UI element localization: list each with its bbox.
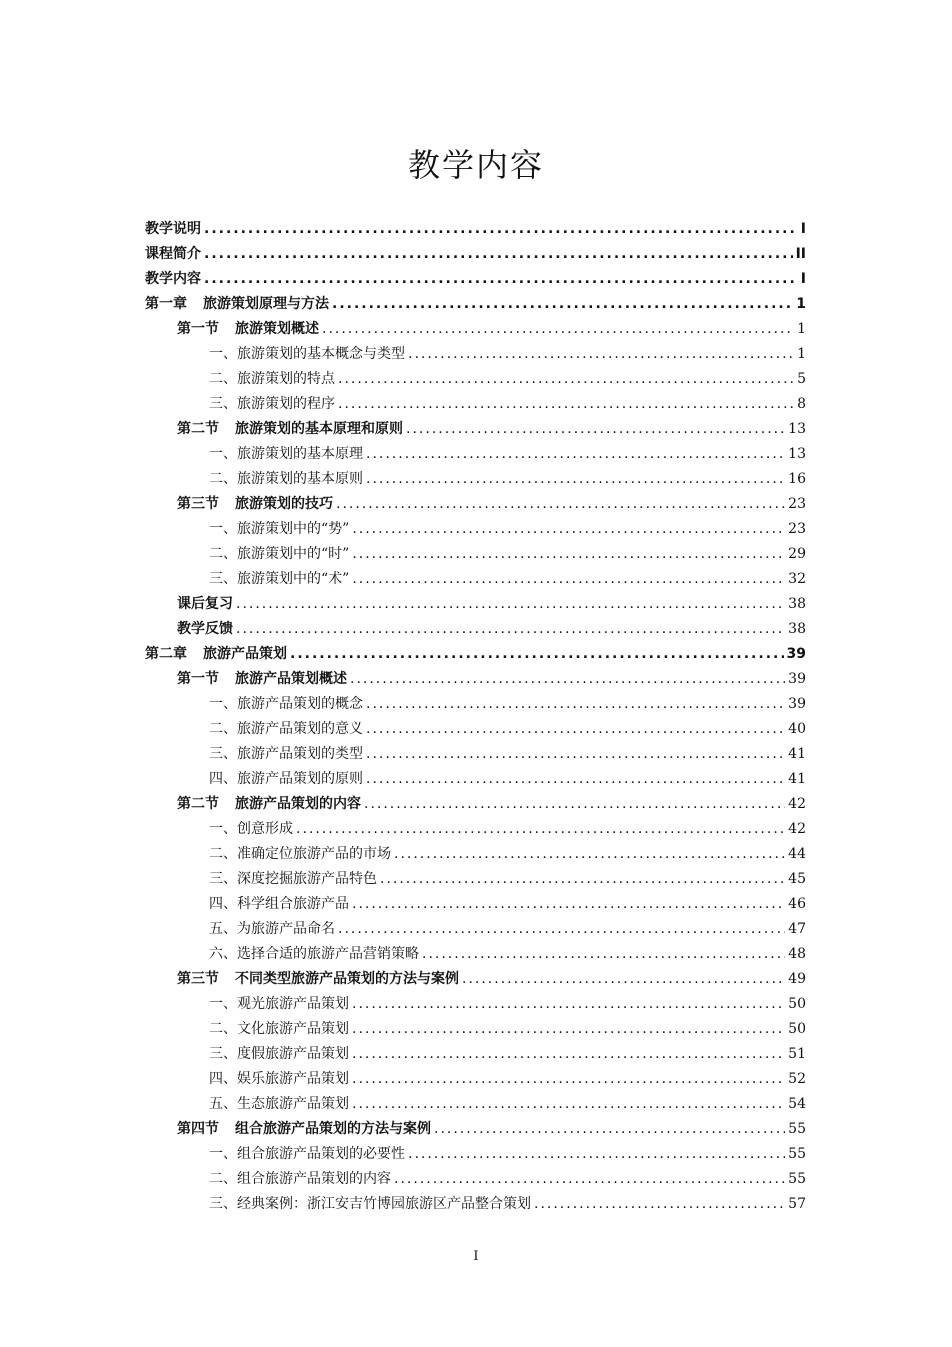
- toc-entry-label: [145, 294, 329, 314]
- toc-entry-page: 50: [788, 1021, 806, 1037]
- toc-entry-text: 二、旅游策划的基本原则: [209, 471, 363, 487]
- toc-entry-text: 二、文化旅游产品策划: [209, 1021, 349, 1037]
- toc-entry[interactable]: [209, 740, 806, 764]
- toc-entry[interactable]: [209, 1140, 806, 1164]
- toc-entry-label: [209, 1044, 349, 1064]
- toc-entry-label: [177, 319, 319, 339]
- toc-entry-label: [177, 419, 403, 439]
- toc-entry[interactable]: [145, 215, 806, 239]
- toc-entry-page: 29: [788, 546, 806, 562]
- toc-entry-text: 一、旅游策划的基本原理: [209, 446, 363, 462]
- toc-entry[interactable]: [177, 790, 806, 814]
- toc-entry-page: 1: [796, 296, 806, 312]
- toc-entry-page: 55: [788, 1146, 806, 1162]
- toc-dot-leader: [338, 394, 794, 414]
- toc-dot-leader: [352, 1069, 785, 1089]
- toc-entry-page: 38: [788, 596, 806, 612]
- toc-entry-text: 三、度假旅游产品策划: [209, 1046, 349, 1062]
- toc-entry[interactable]: [209, 940, 806, 964]
- toc-entry-page: 50: [788, 996, 806, 1012]
- toc-entry-text: 一、观光旅游产品策划: [209, 996, 349, 1012]
- toc-dot-leader: [352, 544, 785, 564]
- toc-entry[interactable]: [209, 765, 806, 789]
- toc-entry-text: 六、选择合适的旅游产品营销策略: [209, 946, 419, 962]
- toc-entry-text: 二、组合旅游产品策划的内容: [209, 1171, 391, 1187]
- toc-entry-page: 57: [788, 1196, 806, 1212]
- toc-entry[interactable]: [209, 1190, 806, 1214]
- toc-entry-page: 32: [788, 571, 806, 587]
- toc-entry-label: [209, 544, 349, 564]
- toc-dot-leader: [236, 594, 785, 614]
- toc-dot-leader: [296, 819, 785, 839]
- toc-dot-leader: [366, 469, 785, 489]
- toc-entry-label: [209, 369, 335, 389]
- toc-entry-page: 5: [797, 371, 806, 387]
- toc-entry[interactable]: [209, 990, 806, 1014]
- toc-entry[interactable]: [145, 240, 806, 264]
- toc-dot-leader: [352, 894, 785, 914]
- toc-entry-text: 五、生态旅游产品策划: [209, 1096, 349, 1112]
- toc-entry-label: [209, 1069, 349, 1089]
- toc-entry[interactable]: [209, 1015, 806, 1039]
- toc-entry-label: [209, 569, 349, 589]
- toc-entry-label: [209, 1169, 391, 1189]
- toc-entry[interactable]: [177, 415, 806, 439]
- page-title: 教学内容: [407, 146, 544, 184]
- toc-entry-text: 一、旅游策划的基本概念与类型: [209, 346, 405, 362]
- toc-entry-number: 第一节: [177, 321, 219, 337]
- toc-entry-page: 38: [788, 621, 806, 637]
- toc-entry-label: [209, 694, 363, 714]
- toc-entry-label: [209, 519, 349, 539]
- toc-entry-label: [177, 594, 233, 614]
- toc-dot-leader: [366, 769, 785, 789]
- toc-entry-page: 39: [788, 696, 806, 712]
- toc-entry-text: 二、旅游策划中的“时”: [209, 546, 350, 562]
- toc-entry-label: [209, 894, 349, 914]
- toc-entry-number: 第二节: [177, 421, 219, 437]
- toc-entry-label: [209, 844, 391, 864]
- toc-entry-number: 第二章: [145, 646, 187, 662]
- toc-dot-leader: [534, 1194, 785, 1214]
- toc-entry-page: 48: [788, 946, 806, 962]
- toc-dot-leader: [408, 344, 794, 364]
- toc-entry-page: 52: [788, 1071, 806, 1087]
- toc-entry-page: 42: [788, 796, 806, 812]
- toc-entry-text: 旅游产品策划的内容: [235, 796, 361, 812]
- toc-entry-text: 旅游产品策划: [203, 646, 287, 662]
- toc-dot-leader: [352, 569, 785, 589]
- toc-entry[interactable]: [145, 290, 806, 314]
- toc-dot-leader: [406, 419, 785, 439]
- toc-entry-page: I: [800, 271, 806, 287]
- toc-entry[interactable]: [209, 890, 806, 914]
- toc-dot-leader: [394, 1169, 785, 1189]
- toc-entry-label: [145, 219, 201, 239]
- toc-dot-leader: [290, 644, 784, 664]
- toc-dot-leader: [408, 1144, 785, 1164]
- toc-entry-label: [209, 1094, 349, 1114]
- toc-dot-leader: [434, 1119, 785, 1139]
- toc-entry-page: 39: [788, 671, 806, 687]
- toc-entry-page: 42: [788, 821, 806, 837]
- toc-dot-leader: [352, 1044, 785, 1064]
- toc-entry-number: 第一节: [177, 671, 219, 687]
- toc-entry[interactable]: [145, 640, 806, 664]
- toc-entry-label: [209, 744, 363, 764]
- toc-entry-label: [209, 994, 349, 1014]
- toc-entry[interactable]: [209, 565, 806, 589]
- toc-entry[interactable]: [209, 865, 806, 889]
- toc-entry-label: [177, 669, 347, 689]
- toc-entry[interactable]: [209, 1090, 806, 1114]
- toc-entry-page: 1: [797, 346, 806, 362]
- toc-entry-page: 39: [786, 646, 806, 662]
- toc-entry-page: I: [800, 221, 806, 237]
- toc-entry-page: 55: [788, 1171, 806, 1187]
- toc-entry-text: 五、为旅游产品命名: [209, 921, 335, 937]
- toc-entry-label: [145, 244, 201, 264]
- toc-entry-page: 8: [797, 396, 806, 412]
- toc-entry-page: 41: [788, 746, 806, 762]
- toc-entry-label: [177, 494, 333, 514]
- toc-entry[interactable]: [209, 1165, 806, 1189]
- toc-entry-label: [209, 1144, 405, 1164]
- toc-entry-label: [209, 919, 335, 939]
- toc-entry[interactable]: [145, 265, 806, 289]
- toc-entry-text: 三、旅游策划的程序: [209, 396, 335, 412]
- toc-dot-leader: [338, 369, 794, 389]
- toc-entry-text: 三、经典案例：浙江安吉竹博园旅游区产品整合策划: [209, 1196, 531, 1212]
- toc-entry[interactable]: [209, 340, 806, 364]
- toc-dot-leader: [394, 844, 785, 864]
- toc-entry-number: 第四节: [177, 1121, 219, 1137]
- page-number-footer: I: [473, 1249, 479, 1264]
- toc-entry-label: [177, 794, 361, 814]
- toc-entry-text: 教学内容: [145, 271, 201, 287]
- toc-dot-leader: [366, 444, 785, 464]
- toc-entry[interactable]: [209, 715, 806, 739]
- toc-entry-label: [209, 869, 377, 889]
- toc-dot-leader: [380, 869, 785, 889]
- toc-dot-leader: [352, 519, 785, 539]
- toc-dot-leader: [366, 744, 785, 764]
- toc-entry[interactable]: [177, 965, 806, 989]
- toc-dot-leader: [364, 794, 785, 814]
- toc-entry[interactable]: [209, 440, 806, 464]
- toc-entry[interactable]: [209, 815, 806, 839]
- toc-entry-text: 旅游策划的基本原理和原则: [235, 421, 403, 437]
- toc-entry-page: II: [795, 246, 806, 262]
- toc-entry-label: [209, 394, 335, 414]
- toc-entry-label: [145, 644, 287, 664]
- toc-dot-leader: [322, 319, 794, 339]
- toc-entry-text: 一、旅游产品策划的概念: [209, 696, 363, 712]
- toc-dot-leader: [204, 244, 793, 264]
- toc-dot-leader: [204, 269, 798, 289]
- toc-entry-label: [145, 269, 201, 289]
- toc-entry-page: 23: [788, 496, 806, 512]
- toc-entry-page: 41: [788, 771, 806, 787]
- toc-entry-label: [209, 1194, 531, 1214]
- toc-entry[interactable]: [209, 390, 806, 414]
- toc-entry-number: 第二节: [177, 796, 219, 812]
- toc-entry-text: 四、科学组合旅游产品: [209, 896, 349, 912]
- toc-dot-leader: [462, 969, 785, 989]
- toc-entry-label: [209, 1019, 349, 1039]
- toc-dot-leader: [204, 219, 798, 239]
- toc-entry-label: [209, 944, 419, 964]
- toc-entry-label: [209, 719, 363, 739]
- toc-entry-text: 二、准确定位旅游产品的市场: [209, 846, 391, 862]
- toc-entry[interactable]: [177, 490, 806, 514]
- toc-entry[interactable]: [209, 1065, 806, 1089]
- toc-entry-text: 三、深度挖掘旅游产品特色: [209, 871, 377, 887]
- toc-entry[interactable]: [209, 690, 806, 714]
- toc-entry-page: 47: [788, 921, 806, 937]
- toc-entry-page: 13: [788, 421, 806, 437]
- toc-entry-text: 三、旅游策划中的“术”: [209, 571, 350, 587]
- toc-entry-text: 一、组合旅游产品策划的必要性: [209, 1146, 405, 1162]
- toc-entry[interactable]: [209, 840, 806, 864]
- toc-entry-text: 课程简介: [145, 246, 201, 262]
- toc-entry-number: 第三节: [177, 971, 219, 987]
- toc-entry-text: 教学反馈: [177, 621, 233, 637]
- toc-entry-page: 51: [788, 1046, 806, 1062]
- toc-entry-text: 二、旅游产品策划的意义: [209, 721, 363, 737]
- toc-dot-leader: [236, 619, 785, 639]
- toc-entry-label: [177, 619, 233, 639]
- toc-entry[interactable]: [209, 465, 806, 489]
- toc-entry-label: [177, 1119, 431, 1139]
- toc-entry-label: [209, 469, 363, 489]
- toc-entry-text: 组合旅游产品策划的方法与案例: [235, 1121, 431, 1137]
- toc-dot-leader: [352, 1019, 785, 1039]
- toc-entry[interactable]: [177, 615, 806, 639]
- toc-entry-page: 55: [788, 1121, 806, 1137]
- toc-entry-page: 44: [788, 846, 806, 862]
- toc-entry-page: 13: [788, 446, 806, 462]
- toc-dot-leader: [338, 919, 785, 939]
- toc-entry-page: 46: [788, 896, 806, 912]
- toc-entry-text: 二、旅游策划的特点: [209, 371, 335, 387]
- toc-entry-page: 40: [788, 721, 806, 737]
- toc-entry-label: [177, 969, 459, 989]
- toc-dot-leader: [352, 994, 785, 1014]
- toc-entry-text: 教学说明: [145, 221, 201, 237]
- toc-entry-text: 一、创意形成: [209, 821, 293, 837]
- toc-entry-text: 课后复习: [177, 596, 233, 612]
- toc-entry-text: 不同类型旅游产品策划的方法与案例: [235, 971, 459, 987]
- toc-dot-leader: [336, 494, 785, 514]
- toc-dot-leader: [366, 694, 785, 714]
- toc-entry-text: 旅游产品策划概述: [235, 671, 347, 687]
- toc-entry-label: [209, 344, 405, 364]
- toc-entry[interactable]: [177, 665, 806, 689]
- toc-entry-page: 54: [788, 1096, 806, 1112]
- toc-entry-label: [209, 819, 293, 839]
- toc-dot-leader: [332, 294, 793, 314]
- toc-entry[interactable]: [177, 1115, 806, 1139]
- toc-entry[interactable]: [177, 590, 806, 614]
- toc-dot-leader: [350, 669, 785, 689]
- toc-entry-page: 16: [788, 471, 806, 487]
- toc-entry-page: 23: [788, 521, 806, 537]
- toc-entry-text: 四、旅游产品策划的原则: [209, 771, 363, 787]
- toc-dot-leader: [422, 944, 785, 964]
- toc-entry[interactable]: [209, 365, 806, 389]
- toc-entry-text: 四、娱乐旅游产品策划: [209, 1071, 349, 1087]
- toc-entry[interactable]: [209, 1040, 806, 1064]
- toc-dot-leader: [352, 1094, 785, 1114]
- toc-entry[interactable]: [209, 915, 806, 939]
- toc-entry[interactable]: [209, 515, 806, 539]
- toc-entry-number: 第一章: [145, 296, 187, 312]
- toc-entry-label: [209, 444, 363, 464]
- toc-dot-leader: [366, 719, 785, 739]
- toc-entry-number: 第三节: [177, 496, 219, 512]
- toc-entry-page: 1: [797, 321, 806, 337]
- toc-entry-text: 一、旅游策划中的“势”: [209, 521, 350, 537]
- toc-entry-text: 旅游策划原理与方法: [203, 296, 329, 312]
- toc-entry-text: 旅游策划概述: [235, 321, 319, 337]
- toc-entry[interactable]: [209, 540, 806, 564]
- toc-entry[interactable]: [177, 315, 806, 339]
- toc-entry-page: 45: [788, 871, 806, 887]
- toc-entry-text: 旅游策划的技巧: [235, 496, 333, 512]
- toc-entry-page: 49: [788, 971, 806, 987]
- toc-entry-text: 三、旅游产品策划的类型: [209, 746, 363, 762]
- toc-entry-label: [209, 769, 363, 789]
